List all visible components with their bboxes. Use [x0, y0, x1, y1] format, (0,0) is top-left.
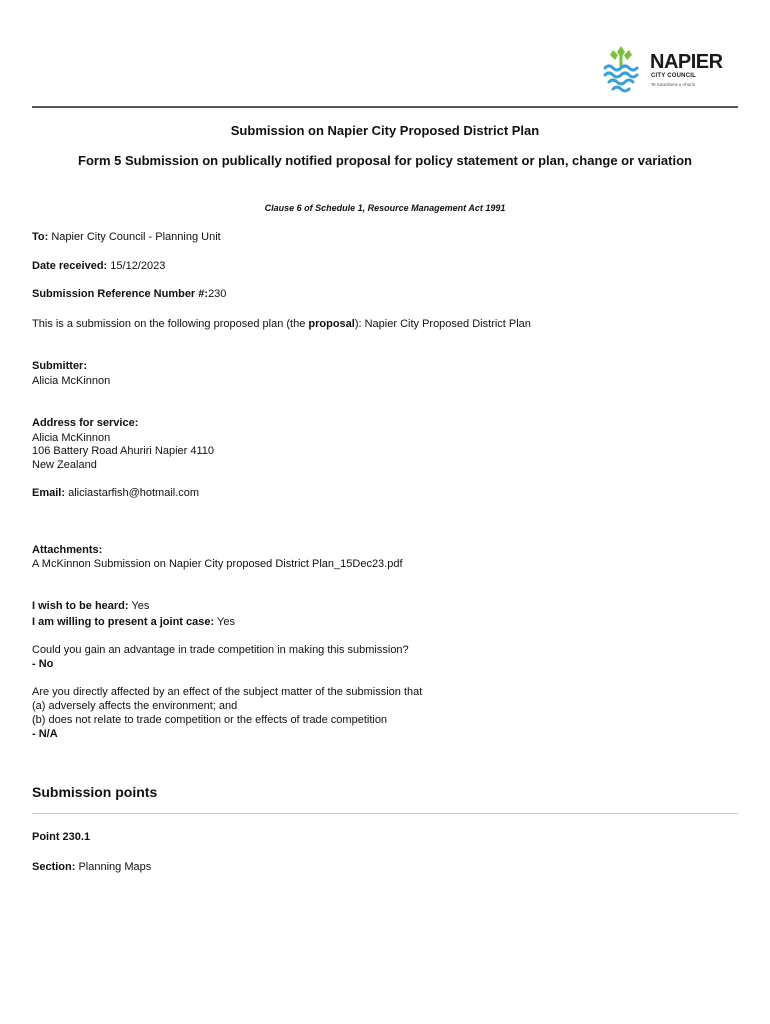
logo-tagline: Te Kaunihera o Ahuriri: [651, 82, 696, 87]
header-divider: [32, 106, 738, 108]
date-label: Date received:: [32, 260, 108, 272]
joint-case-label: I am willing to present a joint case:: [32, 616, 215, 628]
submitter-label: Submitter:: [32, 360, 87, 372]
section-value: Planning Maps: [78, 861, 152, 873]
email-value: aliciastarfish@hotmail.com: [68, 487, 200, 499]
to-label: To:: [32, 231, 49, 243]
address-line-3: New Zealand: [32, 459, 97, 471]
proposal-term: proposal: [308, 318, 355, 330]
section-line: [32, 860, 151, 874]
email-label: Email:: [32, 487, 66, 499]
email-line: [32, 486, 199, 500]
date-line: [32, 259, 165, 273]
proposal-line: [32, 317, 531, 331]
attachments-label: Attachments:: [32, 544, 103, 556]
address-line-2: 106 Battery Road Ahuriri Napier 4110: [32, 445, 215, 457]
address-line-1: Alicia McKinnon: [32, 432, 111, 444]
submitter-name: Alicia McKinnon: [32, 375, 111, 387]
wish-heard-label: I wish to be heard:: [32, 600, 129, 612]
logo-subtitle: CITY COUNCIL: [651, 73, 696, 79]
affected-item-b: (b) does not relate to trade competition or the effects of trade competition: [32, 714, 388, 726]
section-label: Section:: [32, 861, 76, 873]
point-number: Point 230.1: [32, 831, 91, 843]
form-title: Form 5 Submission on publically notified proposal for policy statement or plan, change or variation: [78, 153, 692, 168]
to-line: [32, 230, 221, 244]
affected-answer: - N/A: [32, 728, 58, 740]
proposal-text-pre: This is a submission on the following proposed plan (the: [32, 318, 309, 330]
wish-heard-line: [32, 599, 149, 613]
logo-name: NAPIER: [650, 51, 723, 73]
joint-case-value: Yes: [217, 616, 235, 628]
reference-line: [32, 287, 226, 301]
trade-answer: - No: [32, 658, 54, 670]
reference-value: 230: [208, 288, 227, 300]
clause-reference: Clause 6 of Schedule 1, Resource Management Act 1991: [264, 203, 506, 213]
to-value: Napier City Council - Planning Unit: [51, 231, 221, 243]
attachment-file[interactable]: A McKinnon Submission on Napier City proposed District Plan_15Dec23.pdf: [32, 558, 403, 570]
address-label: Address for service:: [32, 417, 139, 429]
reference-label: Submission Reference Number #:: [32, 288, 209, 300]
wish-heard-value: Yes: [131, 600, 150, 612]
section-divider: [32, 813, 738, 814]
trade-question: Could you gain an advantage in trade competition in making this submission?: [32, 644, 409, 656]
joint-case-line: [32, 615, 235, 629]
proposal-text-post: ): Napier City Proposed District Plan: [354, 318, 531, 330]
date-value: 15/12/2023: [110, 260, 166, 272]
page-title: Submission on Napier City Proposed District Plan: [230, 123, 540, 138]
affected-question: Are you directly affected by an effect of the subject matter of the submission that: [32, 686, 423, 698]
submission-points-heading: Submission points: [32, 784, 158, 800]
affected-item-a: (a) adversely affects the environment; and: [32, 700, 238, 712]
